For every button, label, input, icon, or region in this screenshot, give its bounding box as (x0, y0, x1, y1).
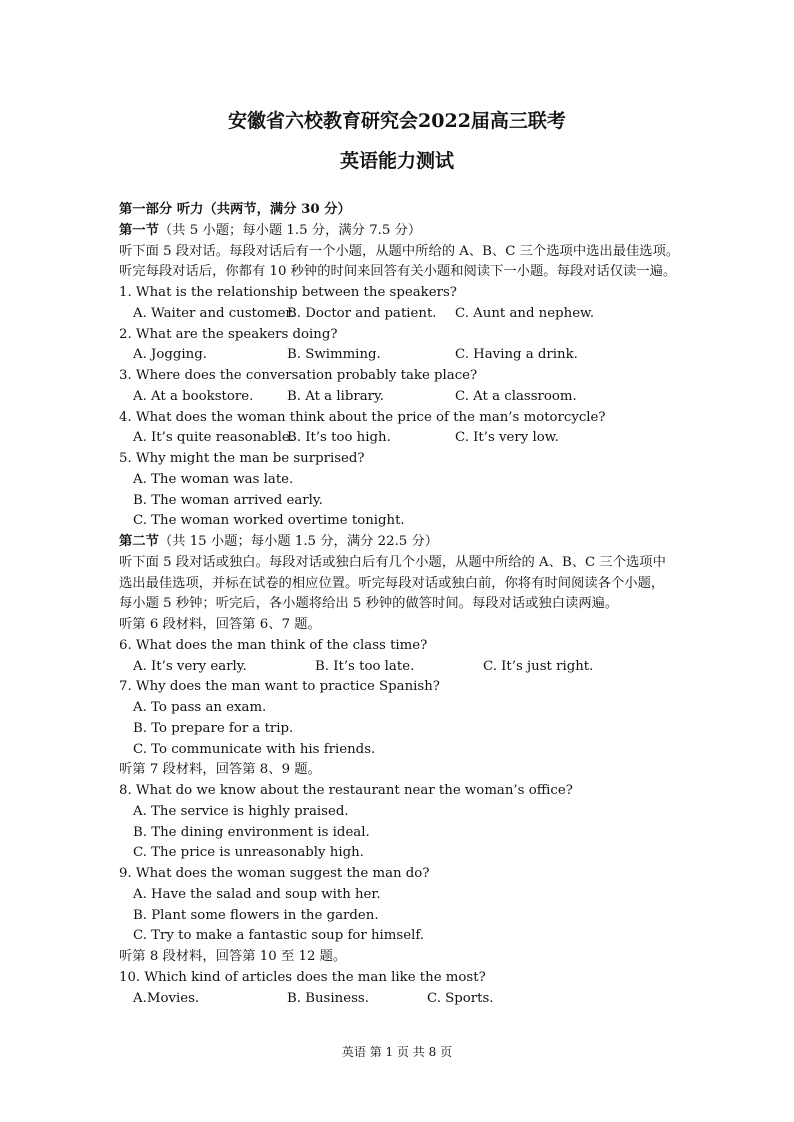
option-a: A. Have the salad and soup with her. (133, 886, 381, 902)
material-7-note: 听第 7 段材料，回答第 8、9 题。 (119, 762, 321, 778)
options-row-3 (119, 387, 719, 408)
options-row-6 (119, 657, 719, 678)
option-c: C. Try to make a fantastic soup for himself. (133, 928, 424, 944)
exam-subtitle: 英语能力测试 (339, 150, 454, 172)
section2-instruction-2: 选出最佳选项，并标在试卷的相应位置。听完每段对话或独白前，你将有时间阅读各个小题， (119, 575, 665, 591)
question-stem-9: 9. What does the woman suggest the man do? (119, 866, 430, 881)
section1-label: 第一节 (119, 222, 159, 238)
section2-note: （共 15 小题；每小题 1.5 分，满分 22.5 分） (158, 534, 439, 549)
option-c: C. At a classroom. (455, 388, 577, 404)
question-stem-8: 8. What do we know about the restaurant near the woman’s office? (119, 783, 573, 798)
section1-note: （共 5 小题；每小题 1.5 分，满分 7.5 分） (158, 222, 422, 238)
question-stem-6: 6. What does the man think of the class time? (119, 637, 428, 653)
option-a: A. Waiter and customer. (133, 305, 295, 321)
options-row-4 (119, 428, 719, 449)
option-c: C. To communicate with his friends. (133, 741, 376, 757)
option-a: A. The service is highly praised. (133, 803, 349, 819)
section1-instruction-1: 听下面 5 段对话。每段对话后有一个小题，从题中所给的 A、B、C 三个选项中选出最佳选项。 (119, 243, 680, 259)
section2-label: 第二节 (119, 534, 159, 549)
exam-title: 安徽省六校教育研究会2022届高三联考 (228, 110, 566, 132)
question-stem-5: 5. Why might the man be surprised? (119, 451, 365, 466)
material-6-note: 听第 6 段材料，回答第 6、7 题。 (119, 617, 321, 632)
section2-instruction-1: 听下面 5 段对话或独白。每段对话或独白后有几个小题，从题中所给的 A、B、C 三个选项中 (119, 554, 666, 570)
option-b: B. Doctor and patient. (287, 305, 437, 321)
section1-instruction-2: 听完每段对话后，你都有 10 秒钟的时间来回答有关小题和阅读下一小题。每段对话仅读一遍。 (119, 264, 677, 280)
question-stem-10: 10. Which kind of articles does the man like the most? (119, 969, 486, 985)
option-c: C. The woman worked overtime tonight. (133, 513, 405, 529)
option-a: A. To pass an exam. (133, 700, 267, 715)
options-row-10 (119, 989, 719, 1010)
option-c: C. Aunt and nephew. (455, 305, 595, 321)
option-c: C. The price is unreasonably high. (133, 845, 364, 861)
option-b: B. Business. (287, 990, 369, 1006)
section2-instruction-3: 每小题 5 秒钟；听完后，各小题将给出 5 秒钟的做答时间。每段对话或独白读两遍。 (119, 596, 619, 612)
option-b: B. The dining environment is ideal. (133, 824, 370, 840)
option-a: A. It’s quite reasonable. (133, 430, 295, 446)
option-b: B. The woman arrived early. (133, 492, 323, 508)
option-b: B. At a library. (287, 388, 384, 404)
part1-heading: 第一部分 听力（共两节，满分 30 分） (119, 202, 351, 217)
option-b: B. Plant some flowers in the garden. (133, 907, 379, 923)
options-row-1 (119, 304, 719, 325)
question-stem-7: 7. Why does the man want to practice Spanish? (119, 679, 440, 695)
section1-heading (119, 221, 719, 242)
question-stem-2: 2. What are the speakers doing? (119, 326, 338, 342)
question-stem-3: 3. Where does the conversation probably take place? (119, 368, 478, 383)
option-b: B. It’s too late. (315, 658, 415, 674)
option-a: A. It’s very early. (133, 658, 247, 674)
option-c: C. Sports. (427, 990, 494, 1006)
page-footer: 英语 第 1 页 共 8 页 (341, 1045, 453, 1059)
material-8-note: 听第 8 段材料，回答第 10 至 12 题。 (119, 949, 347, 964)
option-a: A.Movies. (133, 990, 200, 1006)
option-c: C. It’s very low. (455, 430, 559, 446)
option-b: B. To prepare for a trip. (133, 720, 294, 736)
option-c: C. It’s just right. (483, 658, 594, 674)
option-c: C. Having a drink. (455, 347, 578, 363)
option-a: A. Jogging. (133, 347, 207, 363)
option-b: B. Swimming. (287, 347, 381, 363)
option-b: B. It’s too high. (287, 430, 391, 446)
section2-heading (119, 532, 719, 553)
question-stem-1: 1. What is the relationship between the speakers? (119, 285, 457, 300)
option-a: A. The woman was late. (133, 471, 294, 487)
question-stem-4: 4. What does the woman think about the price of the man’s motorcycle? (119, 409, 606, 425)
options-row-2 (119, 345, 719, 366)
exam-body (119, 200, 719, 1009)
option-a: A. At a bookstore. (133, 388, 254, 404)
